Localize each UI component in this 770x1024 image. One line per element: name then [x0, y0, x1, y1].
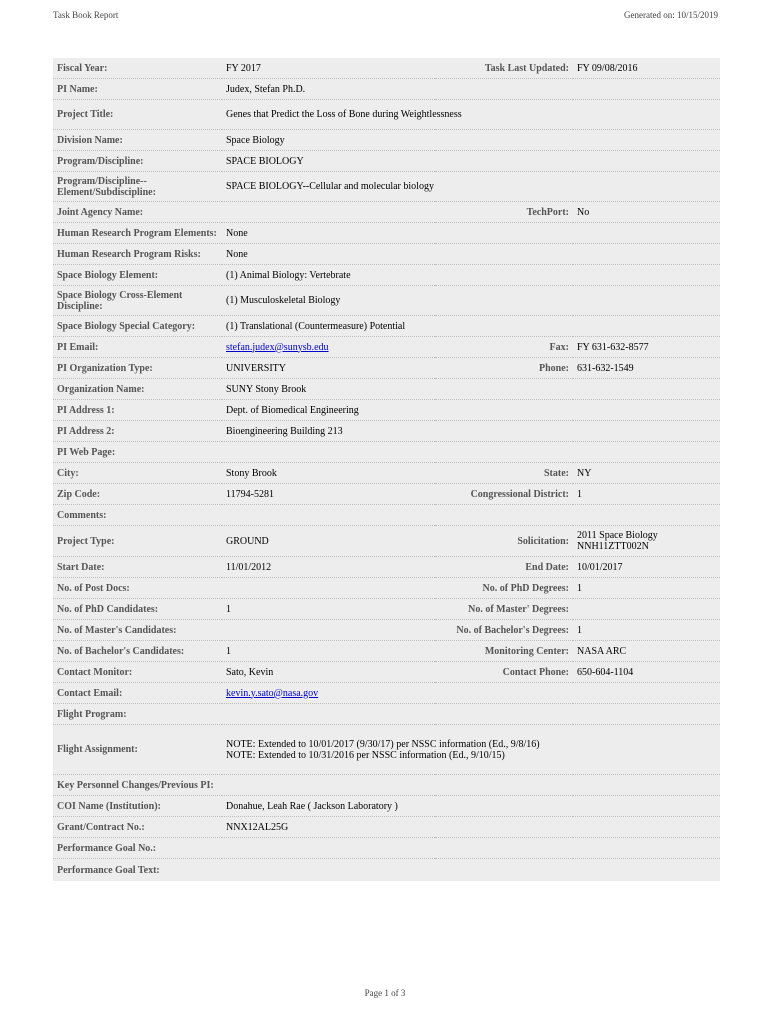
row-zip [53, 484, 720, 505]
label-pi-name: PI Name: [53, 79, 222, 100]
label-coi-name: COI Name (Institution): [53, 796, 222, 817]
value-congressional-district: 1 [573, 484, 720, 505]
row-phd-candidates [53, 599, 720, 620]
task-report-table [53, 58, 720, 881]
row-hrp-elements [53, 223, 720, 244]
label-grant-no: Grant/Contract No.: [53, 817, 222, 838]
label-solicitation: Solicitation: [435, 526, 573, 557]
label-division-name: Division Name: [53, 130, 222, 151]
label-hrp-risks: Human Research Program Risks: [53, 244, 222, 265]
value-pi-address1: Dept. of Biomedical Engineering [222, 400, 720, 421]
value-space-bio-cross: (1) Musculoskeletal Biology [222, 286, 720, 316]
label-fax: Fax: [435, 337, 573, 358]
solicitation-line-2: NNH11ZTT002N [577, 541, 649, 552]
label-hrp-elements: Human Research Program Elements: [53, 223, 222, 244]
row-city [53, 463, 720, 484]
label-perf-goal-no: Performance Goal No.: [53, 838, 222, 859]
label-line-2: Discipline: [57, 300, 103, 312]
label-space-bio-cross [53, 286, 222, 316]
label-pi-org-type: PI Organization Type: [53, 358, 222, 379]
label-program-discipline: Program/Discipline: [53, 151, 222, 172]
generated-date: Generated on: 10/15/2019 [624, 10, 718, 20]
row-perf-goal-no [53, 838, 720, 859]
value-project-type: GROUND [222, 526, 435, 557]
row-coi-name [53, 796, 720, 817]
report-header-title: Task Book Report [53, 10, 119, 20]
label-pi-address1: PI Address 1: [53, 400, 222, 421]
label-line-1: Space Biology Cross-Element [57, 289, 183, 301]
label-monitoring-center: Monitoring Center: [435, 641, 573, 662]
value-city: Stony Brook [222, 463, 435, 484]
label-phd-degrees: No. of PhD Degrees: [435, 578, 573, 599]
row-fiscal-year [53, 58, 720, 79]
label-space-bio-special: Space Biology Special Category: [53, 316, 222, 337]
value-fiscal-year: FY 2017 [222, 58, 435, 79]
value-end-date: 10/01/2017 [573, 557, 720, 578]
label-bachelors-candidates: No. of Bachelor's Candidates: [53, 641, 222, 662]
row-masters-candidates [53, 620, 720, 641]
row-project-title [53, 100, 720, 130]
label-pi-address2: PI Address 2: [53, 421, 222, 442]
row-key-personnel [53, 775, 720, 796]
label-perf-goal-text: Performance Goal Text: [53, 859, 222, 882]
label-congressional-district: Congressional District: [435, 484, 573, 505]
label-zip: Zip Code: [53, 484, 222, 505]
row-flight-assignment [53, 725, 720, 775]
label-space-bio-element: Space Biology Element: [53, 265, 222, 286]
label-pi-web-page: PI Web Page: [53, 442, 222, 463]
label-fiscal-year: Fiscal Year: [53, 58, 222, 79]
label-phd-candidates: No. of PhD Candidates: [53, 599, 222, 620]
label-contact-phone: Contact Phone: [435, 662, 573, 683]
value-hrp-elements: None [222, 223, 720, 244]
label-joint-agency: Joint Agency Name: [53, 202, 222, 223]
value-state: NY [573, 463, 720, 484]
value-division-name: Space Biology [222, 130, 720, 151]
row-program-discipline-element [53, 172, 720, 202]
flight-assignment-note-1: NOTE: Extended to 10/01/2017 (9/30/17) per NSSC information (Ed., 9/8/16) [226, 738, 540, 750]
contact-email-link[interactable]: kevin.y.sato@nasa.gov [226, 687, 319, 699]
label-flight-assignment: Flight Assignment: [53, 725, 222, 775]
value-pi-web-page [222, 442, 720, 463]
value-hrp-risks: None [222, 244, 720, 265]
label-end-date: End Date: [435, 557, 573, 578]
value-bachelors-candidates: 1 [222, 641, 435, 662]
value-pi-address2: Bioengineering Building 213 [222, 421, 720, 442]
value-org-name: SUNY Stony Brook [222, 379, 720, 400]
value-flight-assignment [222, 725, 720, 775]
page-number: Page 1 of 3 [364, 988, 406, 998]
label-contact-email: Contact Email: [53, 683, 222, 704]
row-space-bio-element [53, 265, 720, 286]
row-contact-email [53, 683, 720, 704]
row-post-docs [53, 578, 720, 599]
value-contact-monitor: Sato, Kevin [222, 662, 435, 683]
label-phone: Phone: [435, 358, 573, 379]
label-contact-monitor: Contact Monitor: [53, 662, 222, 683]
label-masters-degrees: No. of Master' Degrees: [435, 599, 573, 620]
pi-email-link[interactable]: stefan.judex@sunysb.edu [226, 341, 329, 353]
value-pi-org-type: UNIVERSITY [222, 358, 435, 379]
label-post-docs: No. of Post Docs: [53, 578, 222, 599]
label-project-title: Project Title: [53, 100, 222, 130]
label-org-name: Organization Name: [53, 379, 222, 400]
label-masters-candidates: No. of Master's Candidates: [53, 620, 222, 641]
value-project-title: Genes that Predict the Loss of Bone during Weightlessness [222, 100, 720, 130]
value-bachelors-degrees: 1 [573, 620, 720, 641]
label-comments: Comments: [53, 505, 222, 526]
flight-assignment-note-2: NOTE: Extended to 10/31/2016 per NSSC information (Ed., 9/10/15) [226, 749, 505, 761]
label-line-2: Element/Subdiscipline: [57, 186, 156, 198]
value-phd-degrees: 1 [573, 578, 720, 599]
row-start-date [53, 557, 720, 578]
label-start-date: Start Date: [53, 557, 222, 578]
label-city: City: [53, 463, 222, 484]
value-post-docs [222, 578, 435, 599]
row-space-bio-special [53, 316, 720, 337]
row-hrp-risks [53, 244, 720, 265]
value-program-discipline-element: SPACE BIOLOGY--Cellular and molecular biology [222, 172, 720, 202]
value-zip: 11794-5281 [222, 484, 435, 505]
value-masters-candidates [222, 620, 435, 641]
label-state: State: [435, 463, 573, 484]
value-space-bio-special: (1) Translational (Countermeasure) Potential [222, 316, 720, 337]
value-grant-no: NNX12AL25G [222, 817, 720, 838]
value-phone: 631-632-1549 [573, 358, 720, 379]
value-masters-degrees [573, 599, 720, 620]
value-comments [222, 505, 720, 526]
row-grant-no [53, 817, 720, 838]
value-perf-goal-no [222, 838, 720, 859]
row-pi-org-type [53, 358, 720, 379]
value-perf-goal-text [222, 859, 720, 882]
label-project-type: Project Type: [53, 526, 222, 557]
label-line-1: Program/Discipline-- [57, 175, 147, 187]
label-flight-program: Flight Program: [53, 704, 222, 725]
value-task-last-updated: FY 09/08/2016 [573, 58, 720, 79]
label-pi-email: PI Email: [53, 337, 222, 358]
value-coi-name: Donahue, Leah Rae ( Jackson Laboratory ) [222, 796, 720, 817]
row-contact-monitor [53, 662, 720, 683]
row-space-bio-cross [53, 286, 720, 316]
value-space-bio-element: (1) Animal Biology: Vertebrate [222, 265, 720, 286]
solicitation-line-1: 2011 Space Biology [577, 530, 658, 541]
value-key-personnel [435, 775, 720, 796]
row-pi-email [53, 337, 720, 358]
value-flight-program [222, 704, 720, 725]
value-solicitation [573, 526, 720, 557]
row-comments [53, 505, 720, 526]
row-pi-web-page [53, 442, 720, 463]
value-contact-phone: 650-604-1104 [573, 662, 720, 683]
row-pi-name [53, 79, 720, 100]
label-key-personnel: Key Personnel Changes/Previous PI: [53, 775, 435, 796]
row-joint-agency [53, 202, 720, 223]
value-joint-agency [222, 202, 435, 223]
label-bachelors-degrees: No. of Bachelor's Degrees: [435, 620, 573, 641]
value-start-date: 11/01/2012 [222, 557, 435, 578]
label-task-last-updated: Task Last Updated: [435, 58, 573, 79]
row-bachelors-candidates [53, 641, 720, 662]
row-pi-address1 [53, 400, 720, 421]
row-org-name [53, 379, 720, 400]
row-project-type [53, 526, 720, 557]
label-techport: TechPort: [435, 202, 573, 223]
value-monitoring-center: NASA ARC [573, 641, 720, 662]
value-pi-name: Judex, Stefan Ph.D. [222, 79, 720, 100]
row-pi-address2 [53, 421, 720, 442]
label-program-discipline-element [53, 172, 222, 202]
value-program-discipline: SPACE BIOLOGY [222, 151, 720, 172]
row-division-name [53, 130, 720, 151]
value-fax: FY 631-632-8577 [573, 337, 720, 358]
row-perf-goal-text [53, 859, 720, 882]
value-techport: No [573, 202, 720, 223]
value-phd-candidates: 1 [222, 599, 435, 620]
row-flight-program [53, 704, 720, 725]
row-program-discipline [53, 151, 720, 172]
